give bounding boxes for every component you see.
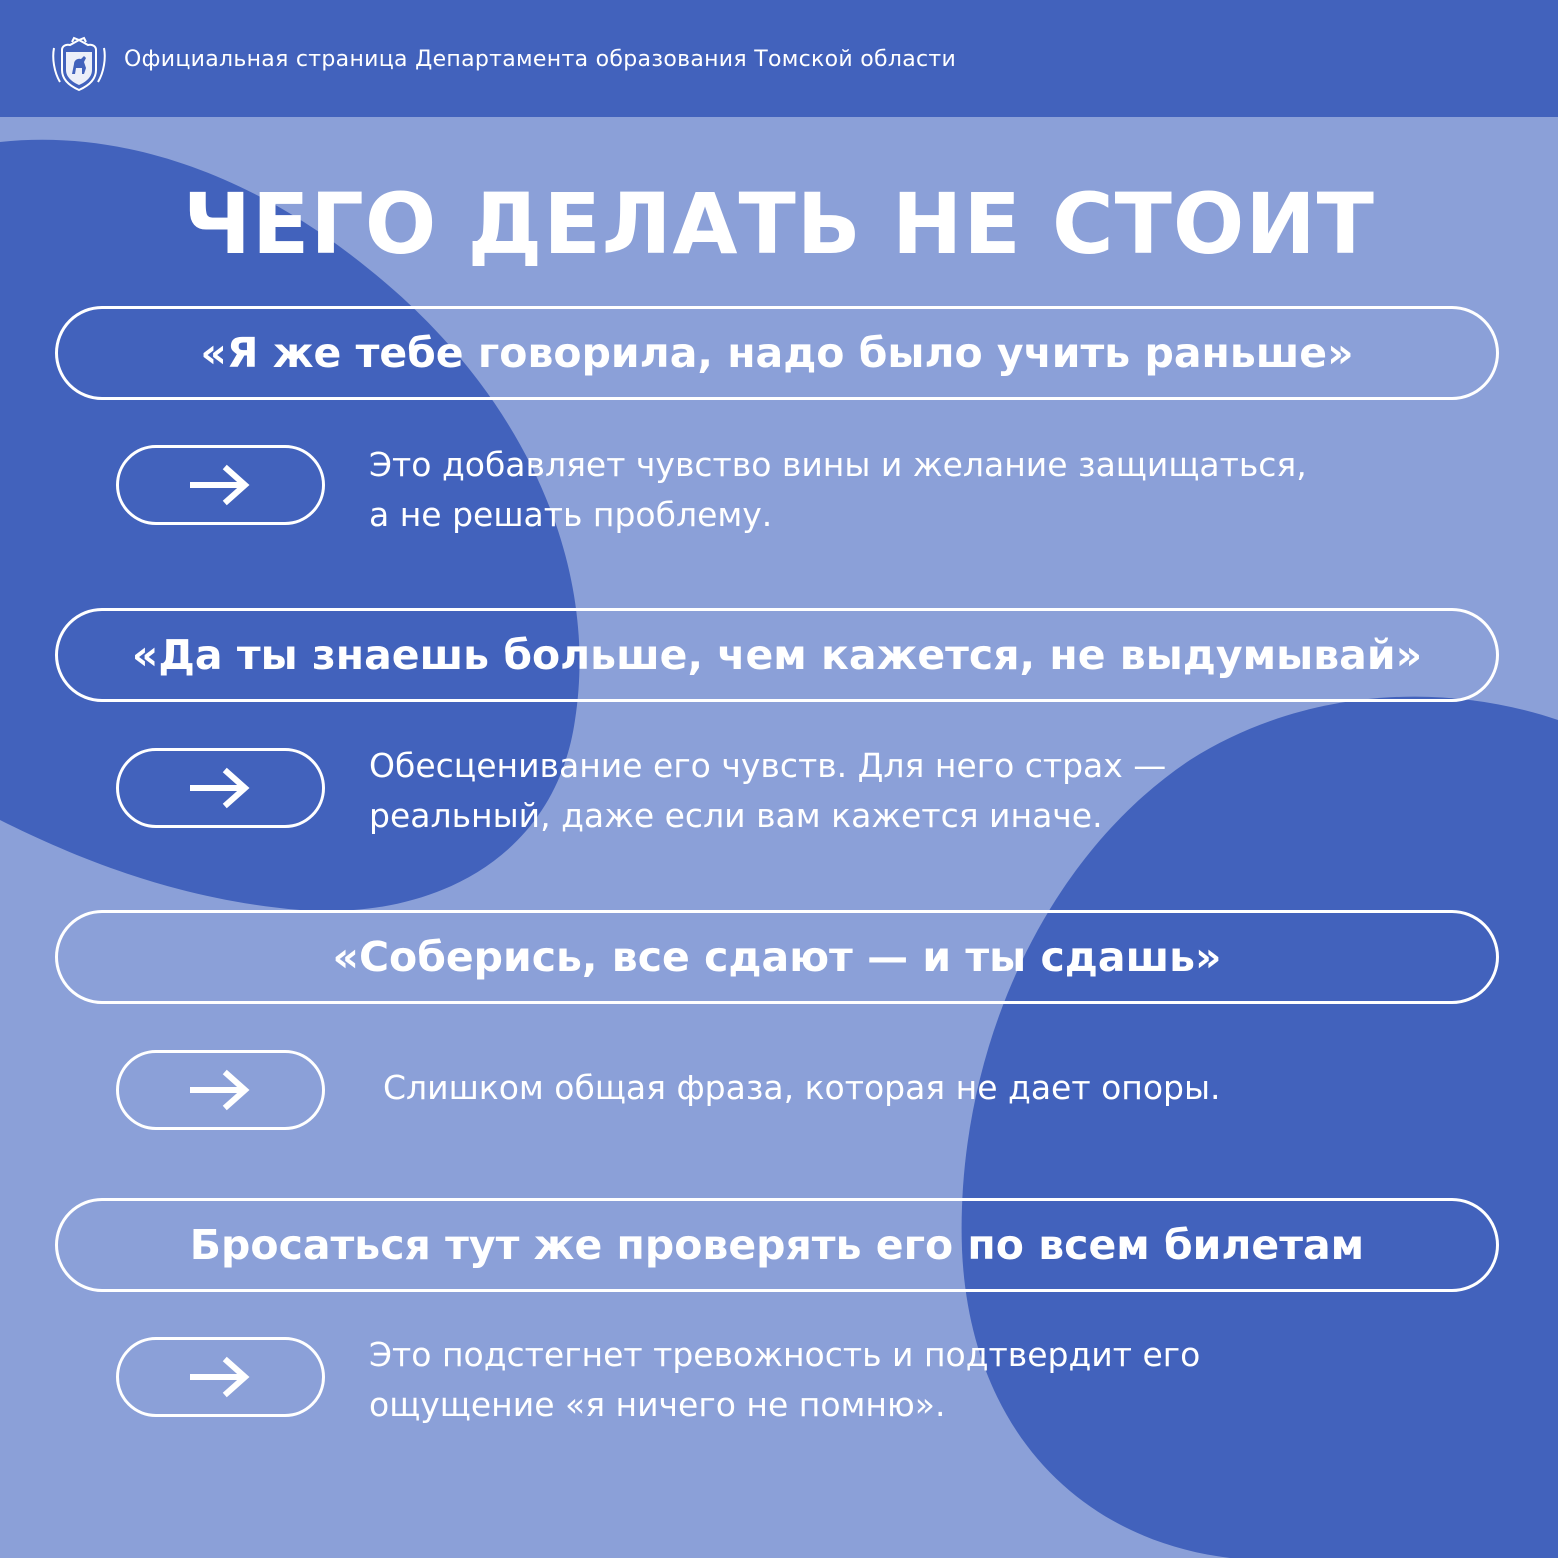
arrow-pill-4 bbox=[116, 1337, 325, 1417]
tomsk-coat-of-arms-icon bbox=[50, 36, 108, 94]
explanation-1 bbox=[369, 440, 1449, 540]
explanation-line: ощущение «я ничего не помню». bbox=[369, 1385, 946, 1424]
arrow-right-icon bbox=[189, 1068, 253, 1112]
header-bar bbox=[0, 0, 1558, 117]
phrase-text: Бросаться тут же проверять его по всем билетам bbox=[189, 1221, 1365, 1269]
page-title: ЧЕГО ДЕЛАТЬ НЕ СТОИТ bbox=[183, 175, 1375, 273]
explanation-line: Слишком общая фраза, которая не дает опоры. bbox=[383, 1068, 1221, 1107]
explanation-line: реальный, даже если вам кажется иначе. bbox=[369, 796, 1103, 835]
arrow-right-icon bbox=[189, 463, 253, 507]
explanation-2 bbox=[369, 741, 1449, 841]
explanation-line: Это подстегнет тревожность и подтвердит его bbox=[369, 1335, 1201, 1374]
arrow-right-icon bbox=[189, 766, 253, 810]
phrase-text: «Я же тебе говорила, надо было учить раньше» bbox=[200, 329, 1354, 377]
header-text: Официальная страница Департамента образования Томской области bbox=[124, 47, 957, 72]
explanation-line: а не решать проблему. bbox=[369, 495, 773, 534]
phrase-text: «Да ты знаешь больше, чем кажется, не выдумывай» bbox=[131, 631, 1423, 679]
arrow-right-icon bbox=[189, 1355, 253, 1399]
explanation-3 bbox=[383, 1063, 1463, 1113]
explanation-4 bbox=[369, 1330, 1449, 1430]
phrase-pill-1 bbox=[55, 306, 1499, 400]
arrow-pill-2 bbox=[116, 748, 325, 828]
phrase-pill-4 bbox=[55, 1198, 1499, 1292]
phrase-pill-3 bbox=[55, 910, 1499, 1004]
arrow-pill-3 bbox=[116, 1050, 325, 1130]
phrase-text: «Соберись, все сдают — и ты сдашь» bbox=[332, 933, 1222, 981]
explanation-line: Это добавляет чувство вины и желание защищаться, bbox=[369, 445, 1307, 484]
explanation-line: Обесценивание его чувств. Для него страх — bbox=[369, 746, 1167, 785]
phrase-pill-2 bbox=[55, 608, 1499, 702]
arrow-pill-1 bbox=[116, 445, 325, 525]
